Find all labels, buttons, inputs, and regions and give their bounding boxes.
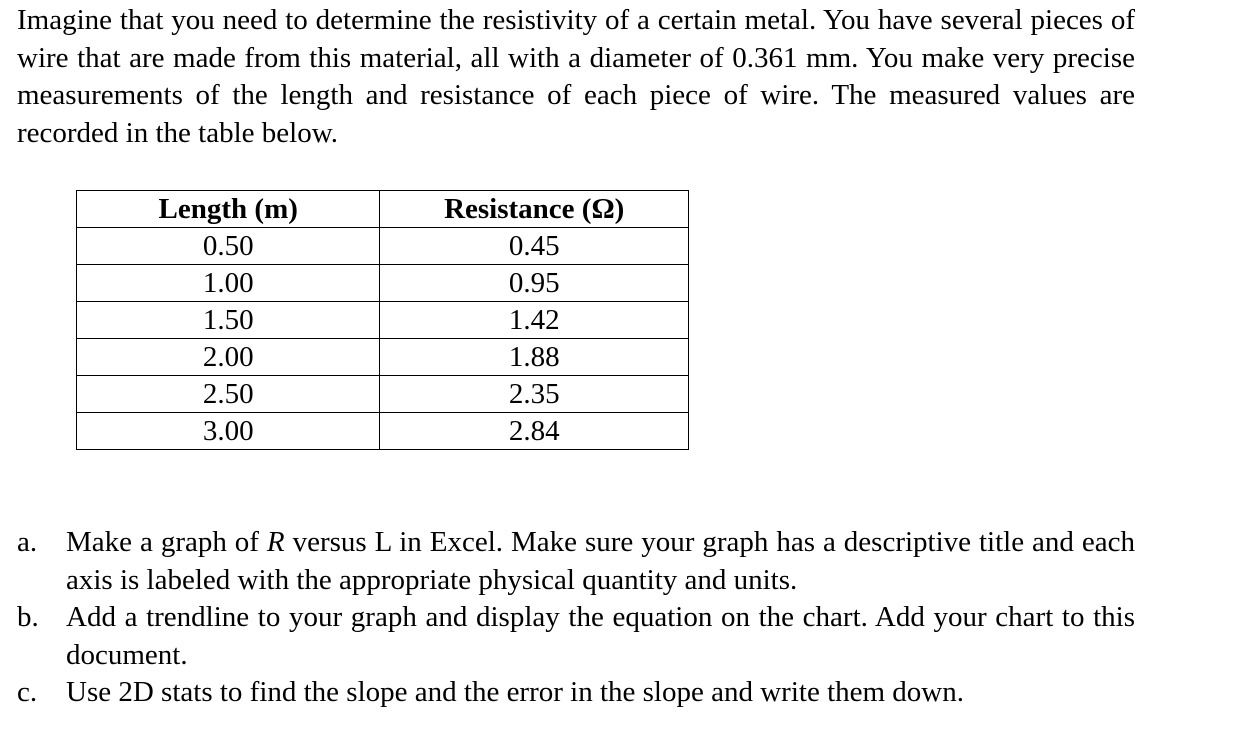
table-row [77,339,689,376]
length-cell: 0.50 [77,228,380,265]
task-b-marker: b. [17,601,39,633]
task-b [17,599,1135,674]
length-column-header: Length (m) [77,191,380,228]
table-row [77,413,689,450]
length-cell: 3.00 [77,413,380,450]
table-row [77,265,689,302]
task-a-text-before: Make a graph of [66,526,267,558]
table-row [77,376,689,413]
table-header-row [77,191,689,228]
resistance-column-header: Resistance (Ω) [380,191,689,228]
task-b-text: Add a trendline to your graph and display the equation on the chart. Add your chart to this document. [66,601,1135,671]
resistance-cell: 2.35 [380,376,689,413]
table-row [77,302,689,339]
task-c-text: Use 2D stats to find the slope and the error in the slope and write them down. [66,676,964,708]
task-a [17,524,1135,599]
task-a-variable: R [266,526,285,558]
task-c-marker: c. [17,676,38,708]
resistance-cell: 1.88 [380,339,689,376]
resistance-cell: 0.45 [380,228,689,265]
intro-paragraph: Imagine that you need to determine the resistivity of a certain metal. You have several pieces of wire that are made from this material, all with a diameter of 0.361 mm. You make very precise measurements of the length and resistance of each piece of wire. The measured values are recorded in the table below. [17,4,1135,149]
length-cell: 2.50 [77,376,380,413]
task-a-text-after: versus L in Excel. Make sure your graph has a descriptive title and each axis is labeled with the appropriate physical quantity and units. [66,526,1135,596]
task-a-marker: a. [17,526,38,558]
table-row [77,228,689,265]
length-cell: 1.00 [77,265,380,302]
task-c [17,674,1135,712]
resistance-cell: 0.95 [380,265,689,302]
length-cell: 1.50 [77,302,380,339]
resistance-cell: 1.42 [380,302,689,339]
task-list [17,524,1135,712]
length-cell: 2.00 [77,339,380,376]
measurement-table [76,190,689,450]
resistance-cell: 2.84 [380,413,689,450]
